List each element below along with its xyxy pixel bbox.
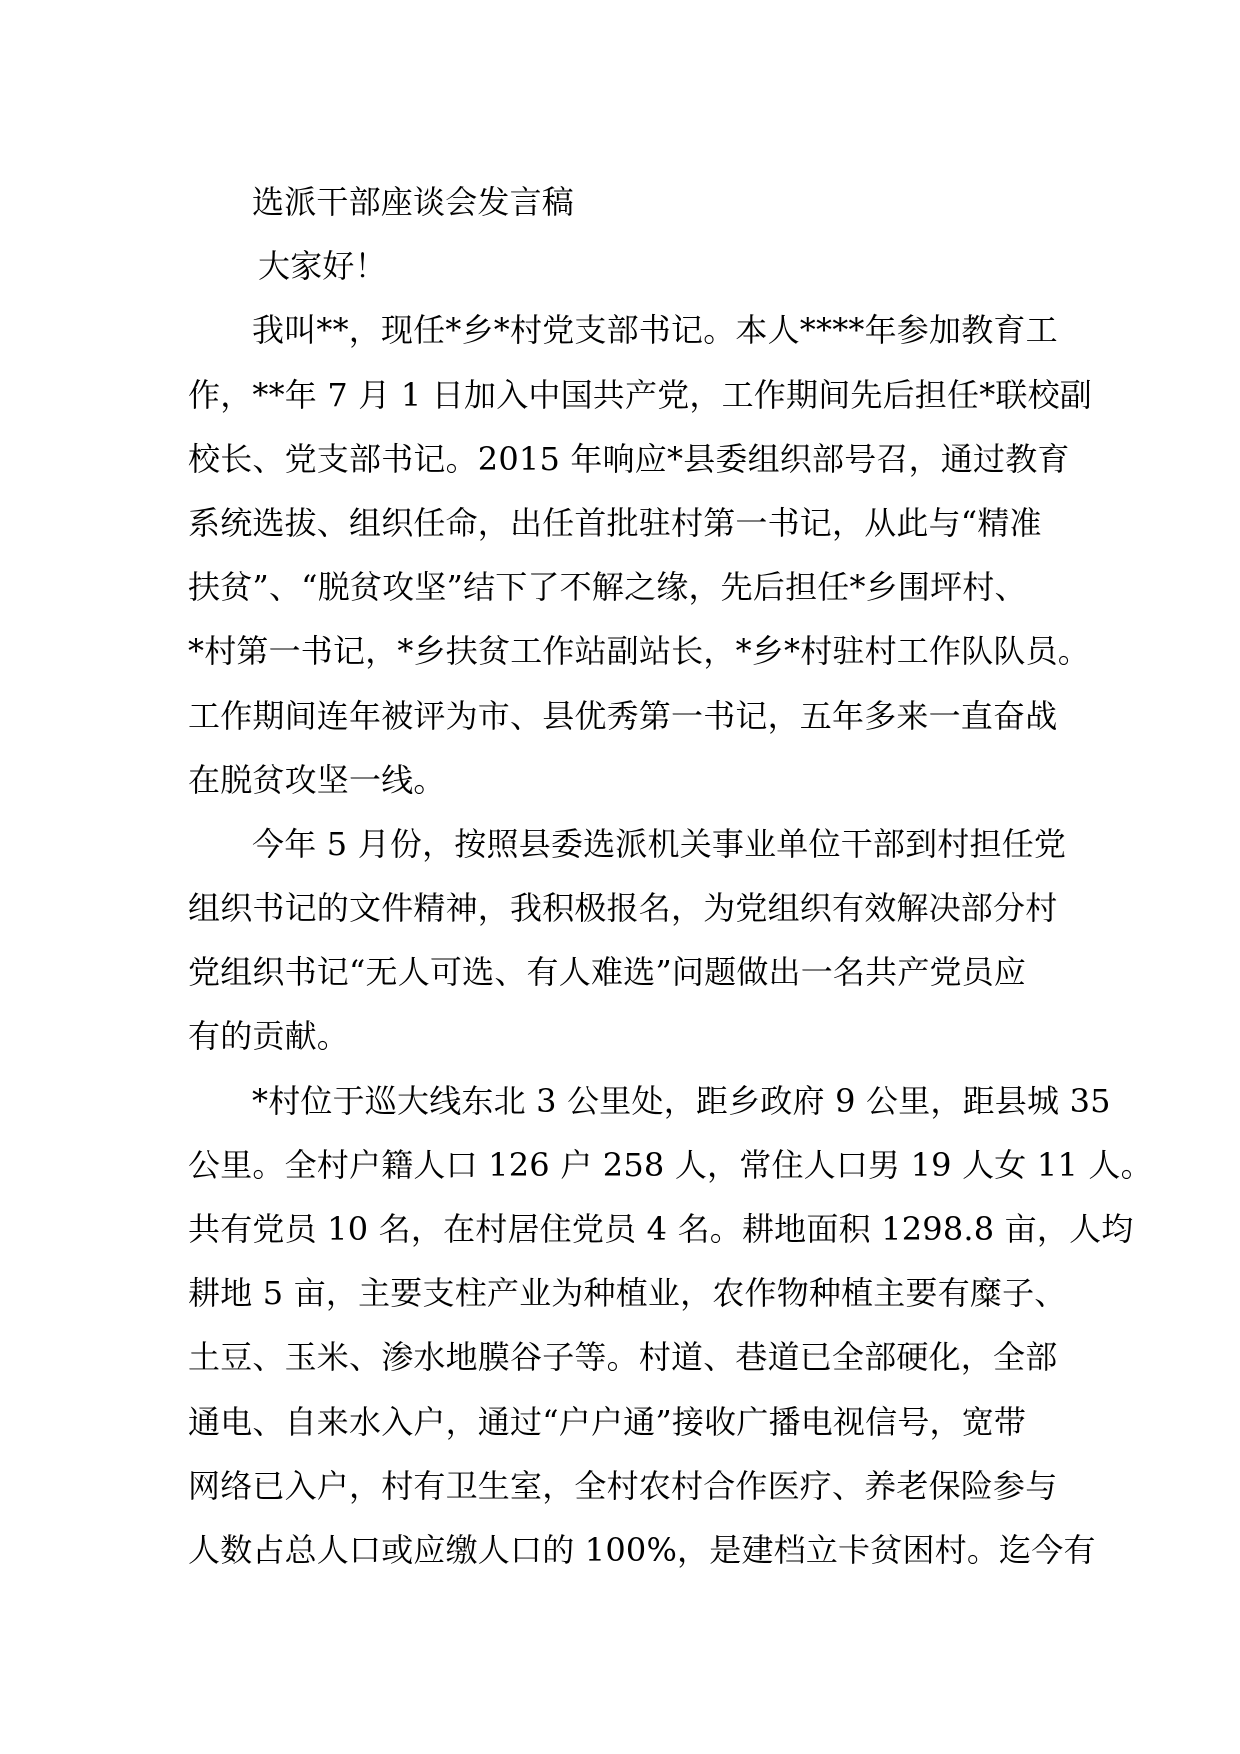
paragraph-line: 今年 5 月份，按照县委选派机关事业单位干部到村担任党 <box>252 824 1067 863</box>
paragraph-line: 在脱贫攻坚一线。 <box>188 760 446 799</box>
paragraph-intro <box>188 298 1093 812</box>
paragraph-line: 公里。全村户籍人口 126 户 258 人，常住人口男 19 人女 11 人。 <box>188 1145 1153 1184</box>
paragraph-line: 耕地 5 亩，主要支柱产业为种植业，农作物种植主要有糜子、 <box>188 1274 1067 1313</box>
paragraph-line: 共有党员 10 名，在村居住党员 4 名。耕地面积 1298.8 亩，人均 <box>188 1210 1134 1248</box>
paragraph-line: 通电、自来水入户，通过“户户通”接收广播电视信号，宽带 <box>188 1402 1027 1441</box>
paragraph-line: 我叫**，现任*乡*村党支部书记。本人****年参加教育工 <box>252 311 1058 350</box>
paragraph-line: 工作期间连年被评为市、县优秀第一书记，五年多来一直奋战 <box>188 696 1058 735</box>
paragraph-line: *村位于巡大线东北 3 公里处，距乡政府 9 公里，距县城 35 <box>252 1081 1111 1120</box>
paragraph-line: 党组织书记“无人可选、有人难选”问题做出一名共产党员应 <box>188 953 1027 992</box>
document-body <box>188 170 1153 1582</box>
paragraph-line: 作，**年 7 月 1 日加入中国共产党，工作期间先后担任*联校副 <box>188 375 1093 414</box>
paragraph-line: 网络已入户，村有卫生室，全村农村合作医疗、养老保险参与 <box>188 1466 1058 1505</box>
paragraph-line: 扶贫”、“脱贫攻坚”结下了不解之缘，先后担任*乡围坪村、 <box>188 568 1027 607</box>
paragraph-line: 组织书记的文件精神，我积极报名，为党组织有效解决部分村 <box>188 889 1058 928</box>
document-title: 选派干部座谈会发言稿 <box>252 183 575 221</box>
paragraph-line: 校长、党支部书记。2015 年响应*县委组织部号召，通过教育 <box>188 439 1070 478</box>
greeting-line: 大家好！ <box>258 247 387 286</box>
paragraph-line: *村第一书记，*乡扶贫工作站副站长，*乡*村驻村工作队队员。 <box>188 632 1091 671</box>
paragraph-line: 系统选拔、组织任命，出任首批驻村第一书记，从此与“精准 <box>188 503 1042 542</box>
paragraph-village-profile <box>188 1069 1153 1583</box>
paragraph-application <box>188 812 1068 1069</box>
paragraph-line: 人数占总人口或应缴人口的 100%，是建档立卡贫困村。迄今有 <box>188 1530 1096 1569</box>
paragraph-line: 有的贡献。 <box>188 1017 350 1056</box>
paragraph-line: 土豆、玉米、渗水地膜谷子等。村道、巷道已全部硬化，全部 <box>188 1338 1058 1377</box>
